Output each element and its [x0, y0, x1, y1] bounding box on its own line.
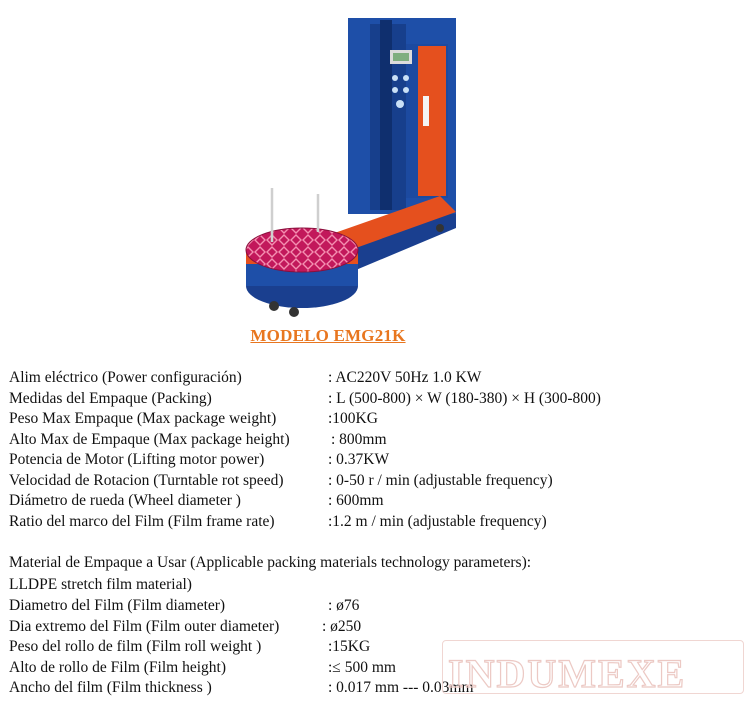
spec-value: : 800mm — [331, 430, 387, 448]
spec-value: : 0-50 r / min (adjustable frequency) — [328, 471, 553, 489]
watermark-text: INDUMEXE — [448, 651, 687, 696]
spec-value: :≤ 500 mm — [328, 658, 396, 676]
spec-value: : AC220V 50Hz 1.0 KW — [328, 369, 482, 386]
spec-value: :15KG — [328, 638, 371, 655]
indumexe-watermark — [440, 638, 687, 696]
spec-label: Medidas del Empaque (Packing) — [9, 389, 212, 407]
spec-label: Diámetro de rueda (Wheel diameter ) — [9, 492, 241, 509]
spec-label: Alim eléctrico (Power configuración) — [9, 369, 242, 386]
spec-label: Velocidad de Rotacion (Turntable rot speed) — [9, 471, 284, 489]
wrapping-machine-image — [230, 6, 470, 326]
model-title: MODELO EMG21K — [250, 326, 406, 345]
spec-label: Peso Max Empaque (Max package weight) — [9, 410, 277, 427]
spec-label: Peso del rollo de film (Film roll weight ) — [9, 638, 262, 655]
spec-value: : ø76 — [328, 597, 360, 614]
spec-label: Diametro del Film (Film diameter) — [9, 597, 226, 614]
spec-label: Alto de rollo de Film (Film height) — [9, 658, 226, 676]
spec-value: : 0.017 mm --- 0.03mm — [328, 679, 474, 696]
spec-value: : 0.37KW — [328, 451, 390, 468]
spec-label: Potencia de Motor (Lifting motor power) — [9, 451, 265, 468]
spec-label: Ratio del marco del Film (Film frame rate) — [9, 512, 275, 530]
spec-value: : 600mm — [328, 492, 384, 509]
spec-label: Dia extremo del Film (Film outer diameter) — [9, 617, 280, 635]
spec-value: : L (500-800) × W (180-380) × H (300-800) — [328, 389, 601, 407]
materials-line-2: LLDPE stretch film material) — [9, 576, 192, 593]
spec-value: :1.2 m / min (adjustable frequency) — [328, 512, 547, 530]
spec-value: :100KG — [328, 410, 378, 427]
spec-label: Ancho del film (Film thickness ) — [9, 679, 212, 696]
spec-label: Alto Max de Empaque (Max package height) — [9, 430, 290, 448]
spec-value: : ø250 — [322, 617, 362, 635]
materials-intro: Material de Empaque a Usar (Applicable packing materials technology parameters): — [9, 554, 532, 571]
